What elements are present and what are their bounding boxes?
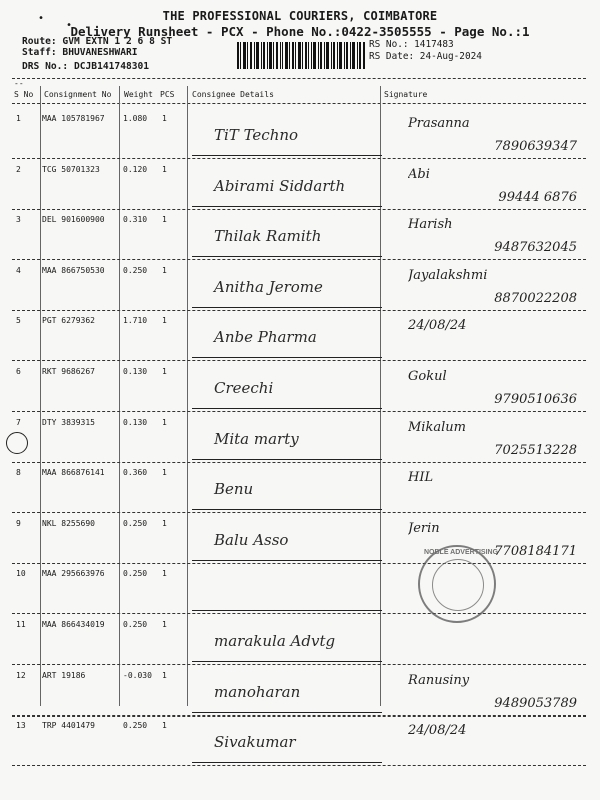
weight-value: 0.250 [123,620,148,629]
table-row [12,108,586,159]
row-sno: 4 [16,265,21,275]
weight-value: 0.310 [123,215,148,225]
table-row [12,715,586,766]
stamp-text: NOBLE ADVERTISING [424,549,499,556]
table-row [12,614,586,665]
table-row [12,665,586,716]
header-dot: • [66,20,73,31]
consignment-number: TCG 50701323 [42,164,100,174]
signature-scribble: Jayalakshmi [408,267,488,283]
consignment-number: PGT 6279362 [42,316,95,326]
stamp-inner-ring [432,559,484,611]
consignee-name: marakula Advtg [192,632,382,662]
consignment-number: MAA 295663976 [42,569,105,579]
signature-phone: 7708184171 [494,543,577,559]
signature [408,116,583,156]
table-row [12,563,586,614]
consignment-number: NKL 8255690 [42,518,95,528]
pcs-count: 1 [162,316,167,326]
signature-scribble: HIL [408,470,434,486]
row-sno: 12 [16,670,26,680]
consignee-name: TiT Techno [192,126,382,156]
signature [408,420,583,460]
weight-value: 0.250 [123,265,148,275]
row-sno: 8 [16,468,21,478]
divider [12,103,586,104]
signature-scribble: Ranusiny [408,672,470,688]
pcs-count: 1 [162,215,167,225]
row-sno: 1 [16,114,21,123]
signature-scribble: Abi [408,166,430,182]
signature-scribble: 24/08/24 [408,723,467,739]
header-mark: -- [14,79,24,88]
consignment-number: MAA 866876141 [42,468,105,478]
weight-value: 0.250 [123,721,148,731]
weight-value: 0.120 [123,164,148,174]
row-sno: 10 [16,569,26,579]
pcs-count: 1 [162,569,167,579]
row-divider [12,765,586,766]
barcode [237,42,365,69]
signature [408,217,583,257]
divider [12,716,586,717]
pcs-count: 1 [162,164,167,174]
signature-phone: 99444 6876 [498,189,577,205]
row-sno: 11 [16,620,26,629]
row-sno: 7 [16,417,21,427]
signature-scribble: Prasanna [408,116,470,131]
header-dot: • [38,13,45,24]
pcs-count: 1 [162,114,167,123]
signature [408,268,583,308]
signature-scribble: Mikalum [408,419,466,435]
consignee-name: Mita marty [192,430,382,460]
consignment-number: MAA 866750530 [42,265,105,275]
pcs-count: 1 [162,265,167,275]
weight-value: 0.250 [123,518,148,528]
weight-value: 0.130 [123,367,148,376]
signature [408,723,583,763]
rs-date: RS Date: 24-Aug-2024 [369,51,482,62]
pcs-count: 1 [162,721,167,731]
consignee-name [192,581,382,611]
signature [408,167,583,207]
signature-scribble: 24/08/24 [408,318,467,334]
signature [408,318,583,358]
weight-value: 1.080 [123,114,148,123]
table-row [12,412,586,463]
pcs-count: 1 [162,417,167,427]
signature-phone: 7025513228 [494,442,577,458]
row-sno: 3 [16,215,21,225]
consignee-name: Anbe Pharma [192,328,382,358]
table-row [12,361,586,412]
consignment-number: ART 19186 [42,670,86,680]
signature-phone: 7890639347 [494,139,577,154]
signature [408,369,583,409]
consignment-number: RKT 9686267 [42,367,95,376]
pcs-count: 1 [162,518,167,528]
consignment-number: DTY 3839315 [42,417,95,427]
circle-mark [6,432,28,454]
drs-number: DRS No.: DCJB141748301 [22,61,150,72]
row-sno: 5 [16,316,21,326]
weight-value: 0.250 [123,569,148,579]
consignment-number: MAA 866434019 [42,620,105,629]
route-label: Route: GVM EXTN 1 2 6 8 ST [22,36,173,47]
pcs-count: 1 [162,620,167,629]
consignee-name: Balu Asso [192,531,382,561]
runsheet-title: Delivery Runsheet - PCX - Phone No.:0422-3505555 - Page No.:1 [70,24,530,39]
consignment-number: TRP 4401479 [42,721,95,731]
table-row [12,209,586,260]
signature-scribble: Harish [408,217,453,233]
table-row [12,310,586,361]
column-header-weight: Weight [124,90,153,99]
table-row [12,260,586,311]
signature-scribble: Gokul [408,369,447,384]
company-name: THE PROFESSIONAL COURIERS, COIMBATORE [162,9,438,23]
signature-phone: 9489053789 [494,695,577,711]
weight-value: 1.710 [123,316,148,326]
staff-label: Staff: BHUVANESHWARI [22,47,138,58]
row-sno: 6 [16,367,21,376]
column-header-consignee: Consignee Details [192,90,274,99]
pcs-count: 1 [162,670,167,680]
signature-phone: 8870022208 [494,290,577,306]
consignee-name: Thilak Ramith [192,227,382,257]
table-row [12,513,586,564]
table-row [12,159,586,210]
rs-number: RS No.: 1417483 [369,39,454,50]
consignee-name: Creechi [192,379,382,409]
consignment-number: MAA 105781967 [42,114,105,123]
column-header-sno: S No [14,90,34,99]
signature [408,622,583,662]
row-sno: 13 [16,721,26,731]
weight-value: 0.360 [123,468,148,478]
row-sno: 2 [16,164,21,174]
consignee-name: Sivakumar [192,733,382,763]
consignee-name: manoharan [192,683,382,713]
signature-phone: 9790510636 [494,392,577,407]
row-sno: 9 [16,518,21,528]
consignee-name: Abirami Siddarth [192,177,382,207]
pcs-count: 1 [162,367,167,376]
consignee-name: Anitha Jerome [192,278,382,308]
table-row [12,462,586,513]
column-header-pcs: PCS [160,90,175,99]
column-header-signature: Signature [384,90,428,99]
company-stamp [418,545,499,623]
signature [408,673,583,713]
pcs-count: 1 [162,468,167,478]
weight-value: -0.030 [123,670,152,680]
signature-phone: 9487632045 [494,240,577,256]
consignee-name: Benu [192,480,382,510]
column-header-consignment: Consignment No [44,90,112,99]
divider [12,78,586,79]
consignment-number: DEL 901600900 [42,215,105,225]
signature [408,470,583,510]
weight-value: 0.130 [123,417,148,427]
signature-scribble: Jerin [408,520,440,536]
